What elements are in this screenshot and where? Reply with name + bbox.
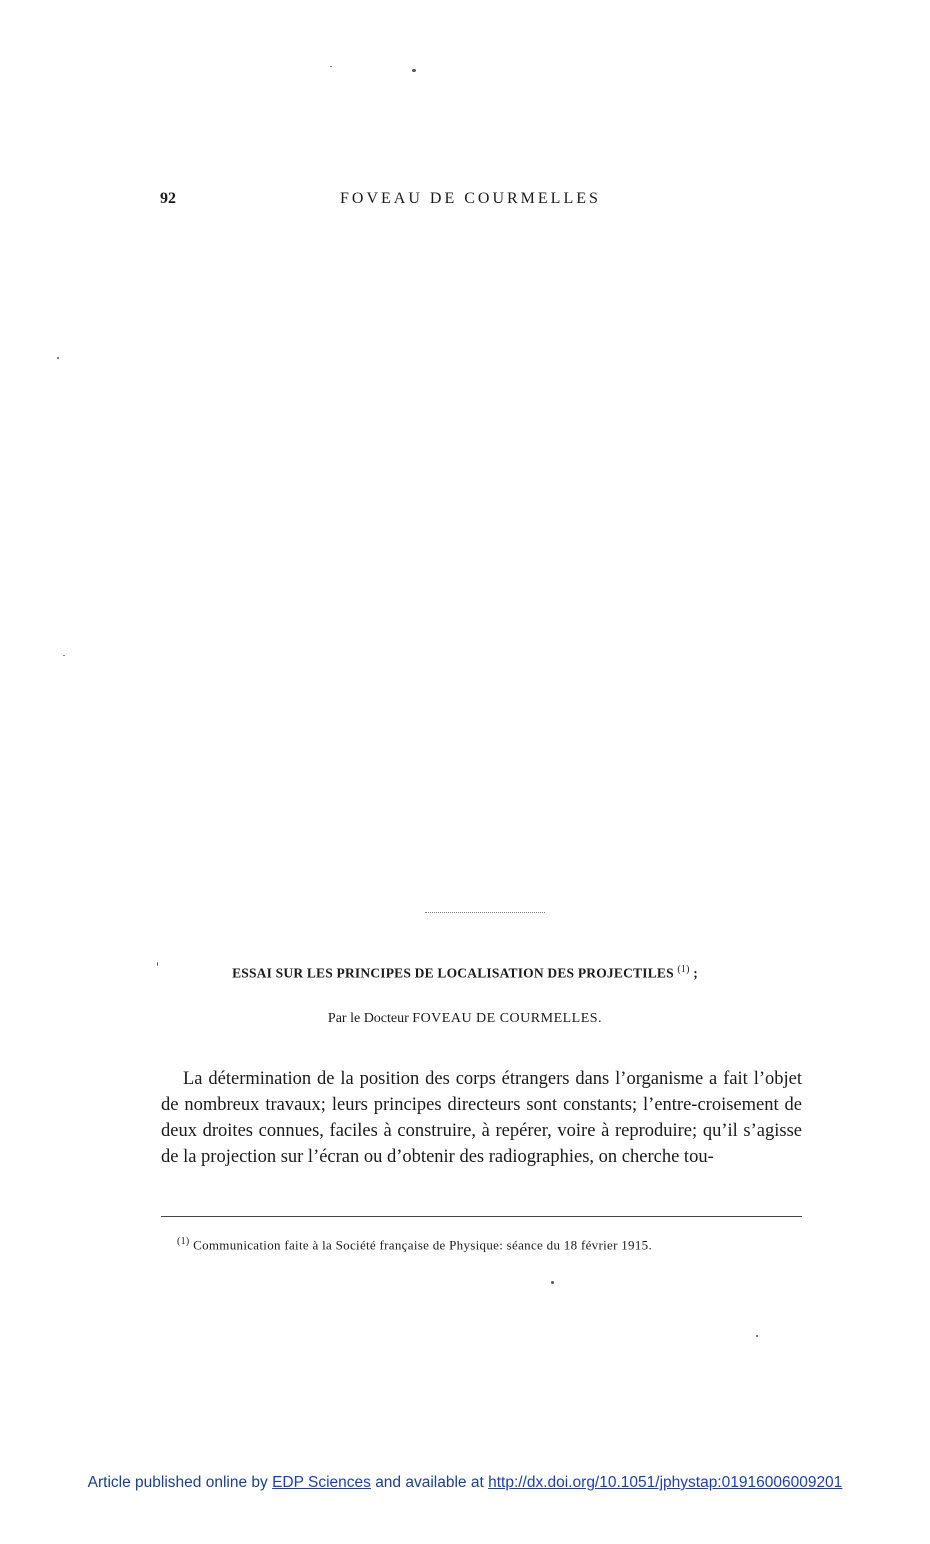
byline xyxy=(0,1011,930,1027)
article-title-text: ESSAI SUR LES PRINCIPES DE LOCALISATION DES PROJECTILES xyxy=(232,965,674,981)
author-name: FOVEAU DE COURMELLES. xyxy=(412,1011,603,1026)
scan-speck xyxy=(756,1335,758,1337)
footnote-reference[interactable]: (1) xyxy=(677,964,690,975)
body-paragraph: La détermination de la position des corps étrangers dans l’organisme a fait l’objet de nombreux travaux; leurs principes directeurs sont constants; l’entre-croisement de deux droites connues, faciles à construire, à repérer, voire à reproduire; qu’il s’agisse de la projection sur l’écran ou d’obtenir des radiographies, on cherche tou- xyxy=(161,1069,802,1167)
article-body xyxy=(161,1066,802,1170)
publisher-prefix: Article published online by xyxy=(87,1474,268,1491)
doi-link[interactable]: http://dx.doi.org/10.1051/jphystap:01916006009201 xyxy=(488,1474,843,1491)
byline-prefix: Par le Docteur xyxy=(327,1011,409,1026)
footnote-rule xyxy=(161,1216,802,1218)
scan-speck xyxy=(551,1281,554,1284)
footnote xyxy=(161,1233,802,1254)
article-title xyxy=(0,964,930,982)
footnote-text: Communication faite à la Société française de Physique: séance du 18 février 1915. xyxy=(193,1237,652,1253)
publisher-link[interactable]: EDP Sciences xyxy=(272,1474,371,1491)
scan-speck xyxy=(57,357,59,359)
running-head xyxy=(0,190,930,214)
footnote-mark: (1) xyxy=(177,1236,190,1247)
article-title-end: ; xyxy=(693,965,698,981)
publisher-middle: and available at xyxy=(375,1474,484,1491)
running-title: FOVEAU DE COURMELLES xyxy=(340,190,601,207)
scan-speck xyxy=(63,655,65,656)
scan-speck xyxy=(330,66,332,67)
page-number: 92 xyxy=(160,190,176,207)
publisher-notice xyxy=(0,1474,930,1492)
scan-speck xyxy=(412,69,416,72)
section-ornament xyxy=(425,912,545,917)
